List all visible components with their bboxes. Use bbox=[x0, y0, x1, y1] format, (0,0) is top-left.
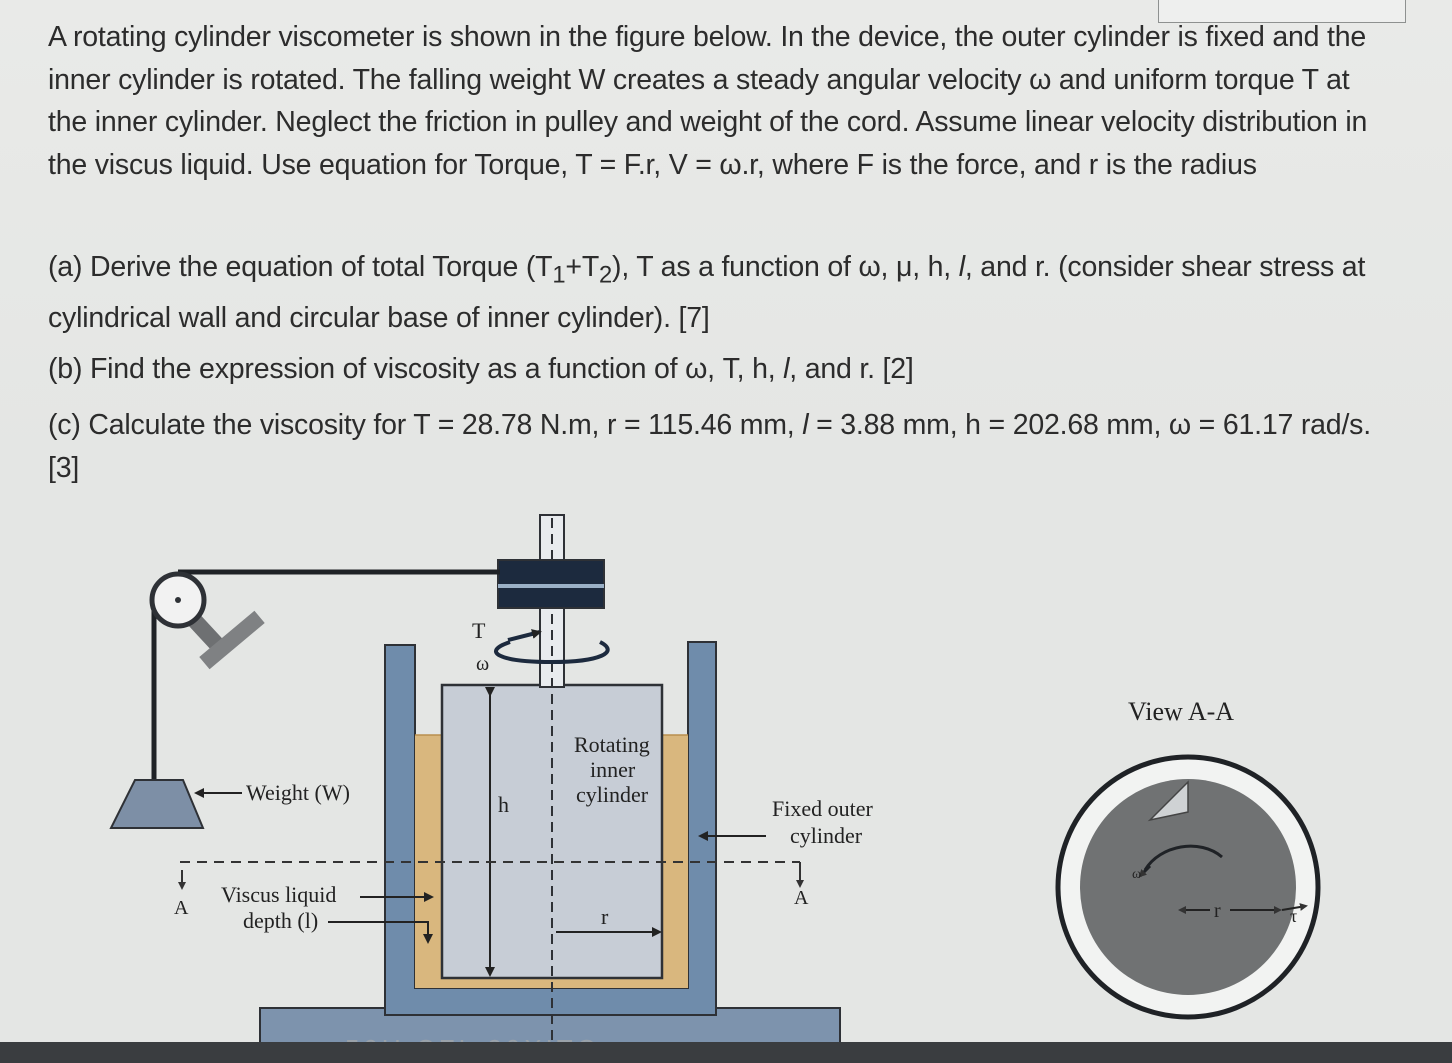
section-label-left: A bbox=[174, 897, 189, 919]
view-radius-label: r bbox=[1214, 900, 1221, 922]
height-label: h bbox=[498, 792, 509, 817]
question-c-text-1: (c) Calculate the viscosity for T = 28.78 N.m, r = 115.46 mm, bbox=[48, 409, 803, 441]
section-label-right: A bbox=[794, 887, 809, 909]
rotating-label-2: inner bbox=[590, 757, 636, 782]
pulley-axle bbox=[175, 597, 181, 603]
fixed-outer-label-2: cylinder bbox=[790, 823, 863, 848]
question-b-text-1: (b) Find the expression of viscosity as a function of ω, T, h, bbox=[48, 353, 784, 385]
problem-intro: A rotating cylinder viscometer is shown in the figure below. In the device, the outer cylinder is fixed and the inner cylinder is rotated. The falling weight W creates a steady angular velocity ω and uniform torque T at the inner cylinder. Neglect the friction in pulley and weight of the cord. Assume linear velocity distribution in the viscus liquid. Use equation for Torque, T = F.r, V = ω.r, where F is the force, and r is the radius bbox=[48, 21, 1368, 182]
omega-label: ω bbox=[476, 653, 490, 675]
viscus-liquid-label-1: Viscus liquid bbox=[221, 882, 337, 907]
bottom-edge-strip bbox=[0, 1042, 1452, 1063]
question-b-text-2: , and r. [2] bbox=[789, 353, 914, 385]
fixed-outer-label-1: Fixed outer bbox=[772, 796, 873, 821]
subscript-2: 2 bbox=[599, 261, 613, 289]
question-c-text-2: = 3.88 mm, h = 202.68 mm, ω = 61.17 rad/s. [3] bbox=[48, 409, 1371, 484]
radius-label: r bbox=[601, 904, 609, 929]
question-c bbox=[48, 404, 1388, 489]
viscometer-figure bbox=[0, 495, 1452, 1043]
rotating-label-1: Rotating bbox=[574, 732, 650, 757]
depth-symbol: l bbox=[802, 409, 809, 441]
depth-symbol: l bbox=[783, 353, 790, 385]
question-a-text-4: , and r. (consider shear stress at cylindrical wall and circular base of inner cylinder). [7] bbox=[48, 251, 1366, 335]
view-omega-label: ω bbox=[1132, 867, 1142, 882]
subscript-1: 1 bbox=[552, 261, 566, 289]
viscus-liquid-label-2: depth (l) bbox=[243, 908, 319, 933]
weight-label: Weight (W) bbox=[246, 780, 350, 805]
torque-label: T bbox=[472, 618, 486, 643]
depth-symbol: l bbox=[958, 251, 965, 283]
question-a-text-2: +T bbox=[565, 251, 600, 283]
drum-band bbox=[498, 584, 604, 588]
question-a bbox=[48, 246, 1388, 340]
question-a-text-1: (a) Derive the equation of total Torque (T bbox=[48, 251, 553, 283]
view-title: View A-A bbox=[1128, 697, 1235, 726]
question-b bbox=[48, 348, 1388, 391]
question-a-text-3: ), T as a function of ω, μ, h, bbox=[612, 251, 959, 283]
view-tau-label: τ bbox=[1290, 906, 1298, 926]
rotating-label-3: cylinder bbox=[576, 782, 649, 807]
